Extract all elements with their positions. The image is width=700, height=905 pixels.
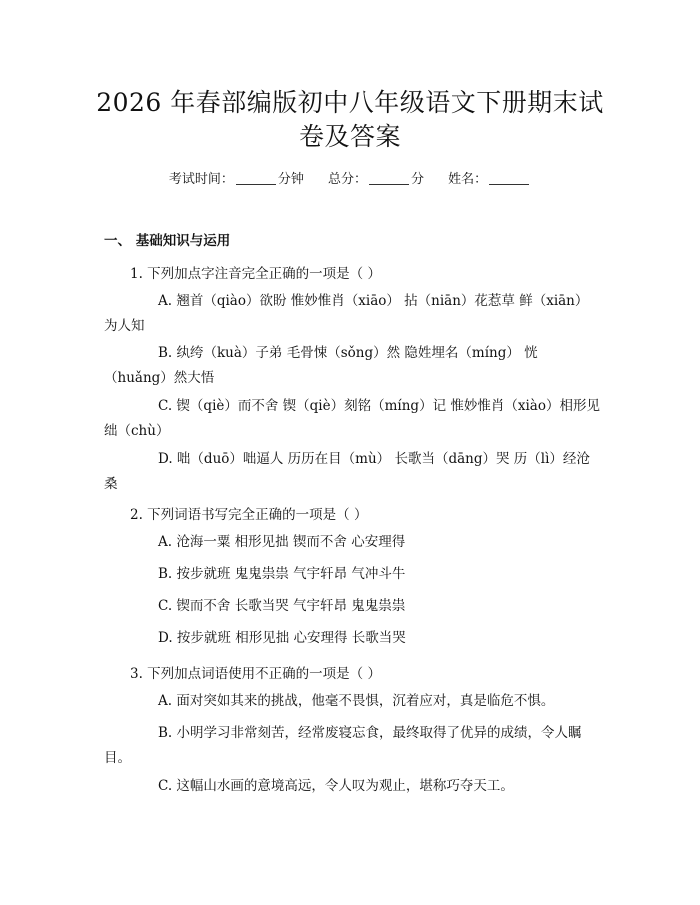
question-2-option-b: B. 按步就班 鬼鬼祟祟 气宇轩昂 气冲斗牛 <box>158 566 406 582</box>
exam-meta <box>0 168 700 187</box>
question-3-option-a: A. 面对突如其来的挑战，他毫不畏惧，沉着应对，真是临危不惧。 <box>158 693 555 709</box>
question-1-option-b: B. 纨绔（kuà）子弟 毛骨悚（sǒng）然 隐姓埋名（míng） 恍（huǎng）然大悟 <box>104 345 538 386</box>
section-heading: 一、 基础知识与运用 <box>104 233 231 249</box>
document-title-line1: 2026 年春部编版初中八年级语文下册期末试 <box>96 88 604 117</box>
question-3-option-c: C. 这幅山水画的意境高远，令人叹为观止，堪称巧夺天工。 <box>158 778 514 794</box>
question-1-option-d: D. 咄（duō）咄逼人 历历在目（mù） 长歌当（dāng）哭 历（lì）经沧桑 <box>104 451 590 492</box>
exam-name: 姓名： <box>448 172 531 187</box>
exam-time: 考试时间： 分钟 <box>168 172 304 187</box>
name-blank <box>489 172 529 185</box>
question-3-option-b: B. 小明学习非常刻苦，经常废寝忘食，最终取得了优异的成绩，令人瞩目。 <box>104 725 582 766</box>
question-2-option-c: C. 锲而不舍 长歌当哭 气宇轩昂 鬼鬼祟祟 <box>158 598 406 614</box>
question-2-option-d: D. 按步就班 相形见拙 心安理得 长歌当哭 <box>158 630 406 646</box>
exam-score: 总分： 分 <box>327 172 425 187</box>
question-1-option-a: A. 翘首（qiào）欲盼 惟妙惟肖（xiāo） 拈（niān）花惹草 鲜（xiān）为人知 <box>104 293 589 334</box>
question-2-option-a: A. 沧海一粟 相形见拙 锲而不舍 心安理得 <box>158 534 406 550</box>
document-title-line2: 卷及答案 <box>298 122 401 151</box>
question-2-stem: 2. 下列词语书写完全正确的一项是（ ） <box>130 507 368 523</box>
question-3-stem: 3. 下列加点词语使用不正确的一项是（ ） <box>130 666 381 682</box>
time-blank <box>236 172 276 185</box>
score-blank <box>369 172 409 185</box>
question-1-stem: 1. 下列加点字注音完全正确的一项是（ ） <box>130 266 381 282</box>
question-1-option-c: C. 锲（qiè）而不舍 锲（qiè）刻铭（míng）记 惟妙惟肖（xiào）相形见绌（chù） <box>104 398 600 439</box>
